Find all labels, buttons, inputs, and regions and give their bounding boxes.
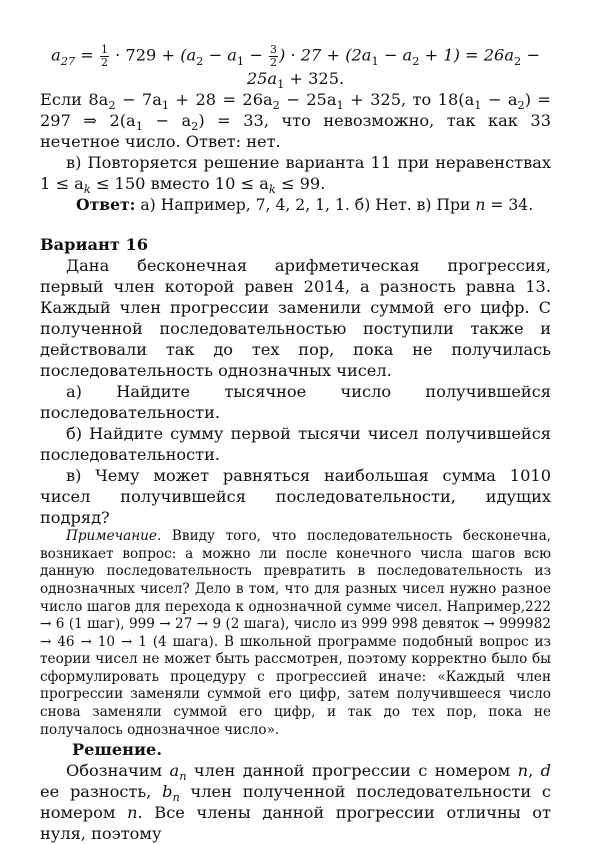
section-gap — [40, 216, 551, 234]
fraction-three-halves: $\frac{3}{2}$ — [269, 43, 277, 69]
page — [40, 44, 551, 844]
question-v: в) Чему может равняться наибольшая сумма 1010 чисел получившейся последовательности, идущих подряд? — [40, 466, 551, 528]
paragraph-part-v: в) Повторяется решение варианта 11 при неравенствах $1 \le a_k \le 150$ вместо $10 \le a_k \le 99$. — [40, 153, 551, 197]
question-b: б) Найдите сумму первой тысячи чисел получившейся последовательности. — [40, 424, 551, 465]
solution-text: Обозначим $a_n$ член данной прогрессии с номером n, d ее разность, $b_n$ член полученной последовательности с номером n. Все члены данной прогрессии отличны от нуля, поэтому — [40, 761, 552, 844]
question-a: а) Найдите тысячное число получившейся последовательности. — [40, 382, 551, 423]
problem-statement: Дана бесконечная арифметическая прогрессия, первый член которой равен 2014, а разность равна 13. Каждый член прогрессии заменили суммой его цифр. С полученной последовательностью поступили также и действовали так до тех пор, пока не получилась последовательность однозначных чисел. — [40, 256, 551, 381]
variant-heading: Вариант 16 — [40, 235, 149, 255]
answer-line: Ответ: а) Например, 7, 4, 2, 1, 1. б) Нет. в) При n = 34. — [76, 195, 534, 215]
paragraph-if-condition: Если $8a_2 - 7a_1 + 28 = 26a_2 - 25a_1 + 325$, то $18(a_1 - a_2) = 297$ ⇒ $2(a_1 - a_2) = 33$, что невозможно, так как 33 нечетное число. Ответ: нет. — [40, 90, 551, 152]
remark: Примечание. Ввиду того, что последовательность бесконечна, возникает вопрос: а можно ли после конечного числа шагов всю данную последовательность превратить в последовательность из однозначных чисел? Дело в том, что для разных чисел нужно разное число шагов для перехода к однозначной сумме чисел. Например,222 → 6 (1 шаг), 999 → 27 → 9 (2 шага), число из 999 998 девяток → 999982 → 46 → 10 → 1 (4 шага). В школьной программе подобный вопрос из теории чисел не может быть рассмотрен, поэтому корректно было бы сформулировать процедуру с прогрессией иначе: «Каждый член прогрессии заменяли суммой его цифр, затем получившееся число снова заменяли суммой его цифр, и так до тех пор, пока не получалось однозначное число». — [40, 528, 551, 738]
solution-heading: Решение. — [72, 740, 162, 760]
equation-a27: $a_{27}$ = $\frac{1}{2}$ · $729 + (a_2 - a_1$ − $\frac{3}{2}$ ) · $27 + (2a_1 - a_2 + 1) = 26a_2 - 25a_1 + 325$. — [51, 43, 540, 92]
fraction-one-half: $\frac{1}{2}$ — [101, 43, 108, 69]
